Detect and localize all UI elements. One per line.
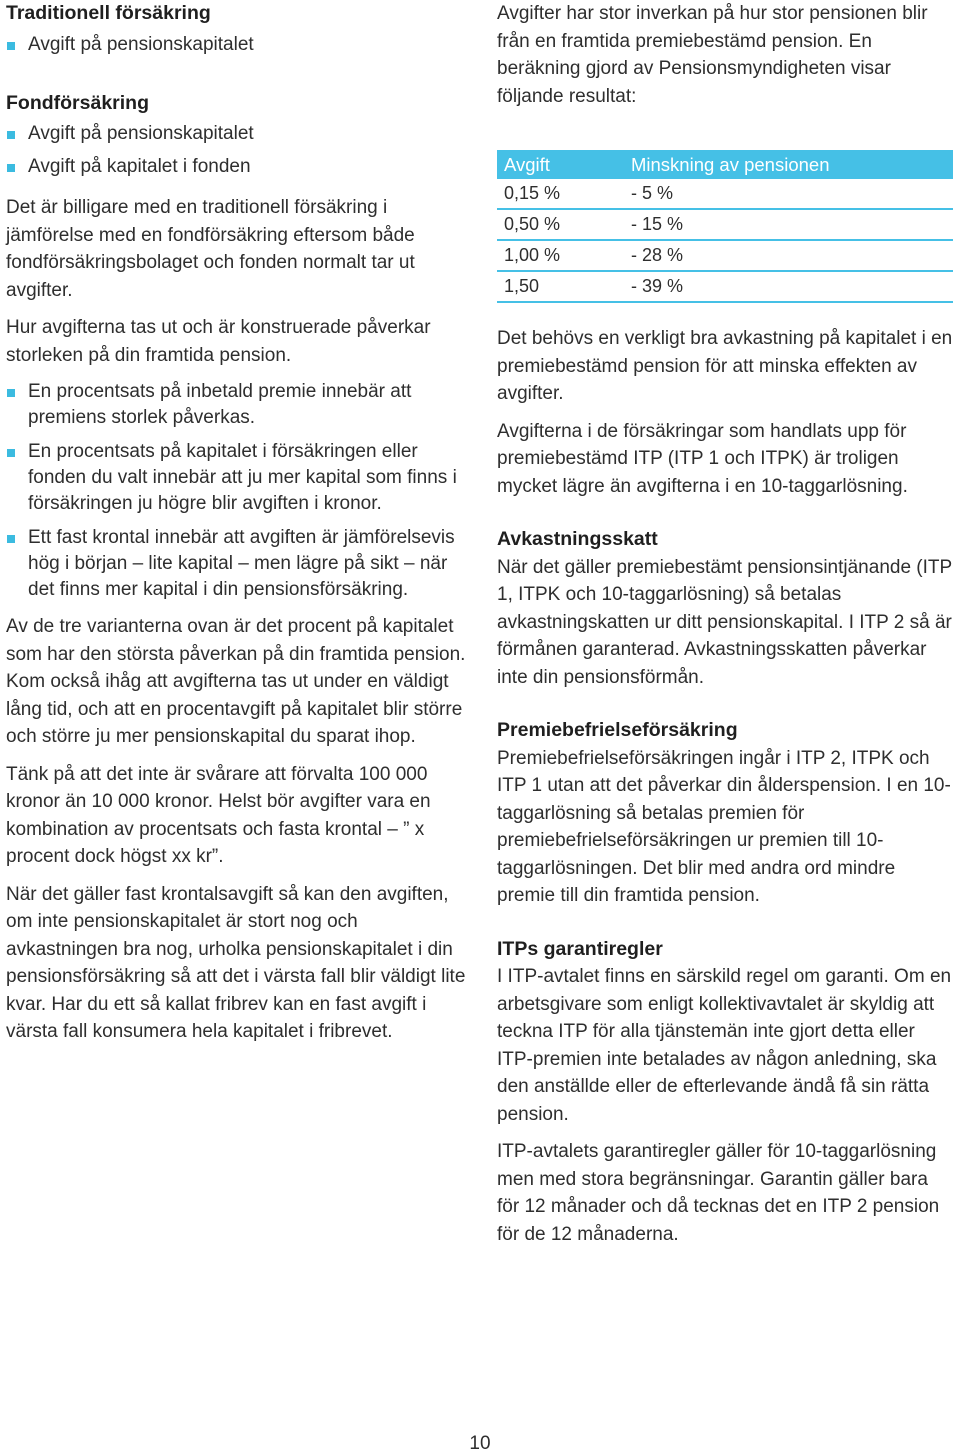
table-row <box>497 271 953 302</box>
heading-itps-garantiregler: ITPs garantiregler <box>497 937 663 960</box>
intro-paragraph: Avgifter har stor inverkan på hur stor pensionen blir från en framtida premiebestämd pension. En beräkning gjord av Pensionsmyndigheten visar följande resultat: <box>497 3 928 107</box>
list-item: Avgift på pensionskapitalet <box>6 32 468 58</box>
fee-type-bullets <box>6 379 468 603</box>
bullet-square-icon <box>7 389 15 397</box>
table-cell: 0,50 % <box>497 209 624 240</box>
heading-fond: Fondförsäkring <box>6 91 150 114</box>
heading-premiebefrielse: Premiebefrielseförsäkring <box>497 719 738 741</box>
fond-bullets <box>6 121 468 180</box>
right-column <box>497 0 955 1258</box>
table-row <box>497 209 953 240</box>
heading-traditionell: Traditionell försäkring <box>6 2 211 24</box>
bullet-square-icon <box>7 131 15 139</box>
paragraph: ITP-avtalets garantiregler gäller för 10-taggarlösning men med stora begränsningar. Garantin gäller bara för 12 månader och då tecknas det en ITP 2 pension för de 12 månaderna. <box>497 1141 940 1245</box>
paragraph: Det behövs en verkligt bra avkastning på kapitalet i en premiebestämd pension för att minska effekten av avgifter. <box>497 328 953 404</box>
table-header-cell: Minskning av pensionen <box>624 150 953 179</box>
table-header-cell: Avgift <box>497 150 624 179</box>
paragraph: När det gäller fast krontalsavgift så kan den avgiften, om inte pensionskapitalet är stort nog och avkastningen bra nog, urholka pensionskapitalet i din pensionsförsäkring så att det i värsta fall blir väldigt lite kvar. Har du ett så kallat fribrev kan en fast avgift i värsta fall konsumera hela kapitalet i fribrevet. <box>6 883 466 1042</box>
paragraph: Av de tre varianterna ovan är det procent på kapitalet som har den största påverkan på din framtida pension. Kom också ihåg att avgifterna tas ut under en väldigt lång tid, och att en procentavgift på kapitalet blir större och större ju mer pensionskapital du sparat ihop. <box>6 616 466 747</box>
bullet-square-icon <box>7 164 15 172</box>
table-cell: 1,50 <box>497 271 624 302</box>
page-number: 10 <box>469 1433 491 1454</box>
table-cell: 1,00 % <box>497 240 624 271</box>
list-item: Avgift på kapitalet i fonden <box>6 154 468 180</box>
paragraph: Tänk på att det inte är svårare att förvalta 100 000 kronor än 10 000 kronor. Helst bör avgifter vara en kombination av procentsats och fasta krontal – ” x procent dock högst xx kr”. <box>6 763 431 867</box>
bullet-square-icon <box>7 449 15 457</box>
table-cell: - 39 % <box>624 271 953 302</box>
list-item: En procentsats på inbetald premie innebär att premiens storlek påverkas. <box>6 379 468 431</box>
table-cell: - 28 % <box>624 240 953 271</box>
table-cell: - 5 % <box>624 179 953 209</box>
traditionell-bullets <box>6 32 468 58</box>
table-row <box>497 179 953 209</box>
paragraph: Hur avgifterna tas ut och är konstruerade påverkar storleken på din framtida pension. <box>6 317 431 366</box>
table-row <box>497 240 953 271</box>
list-item: Avgift på pensionskapitalet <box>6 121 468 147</box>
table-cell: - 15 % <box>624 209 953 240</box>
list-item: Ett fast krontal innebär att avgiften är jämförelsevis hög i början – lite kapital – men lägre på sikt – när det finns mer kapital i din pensionsförsäkring. <box>6 525 468 603</box>
paragraph: När det gäller premiebestämt pensionsintjänande (ITP 1, ITPK och 10-taggarlösning) så betalas avkastningskatten ur ditt pensionskapital. I ITP 2 så är förmånen garanterad. Avkastningsskatten påverkar inte din pensionsförmån. <box>497 556 952 688</box>
table-header-row <box>497 150 953 179</box>
list-item: En procentsats på kapitalet i försäkringen eller fonden du valt innebär att ju mer kapital som finns i försäkringen ju högre blir avgiften i kronor. <box>6 439 468 517</box>
left-column <box>6 0 468 1056</box>
bullet-square-icon <box>7 42 15 50</box>
paragraph: Det är billigare med en traditionell försäkring i jämförelse med en fondförsäkring eftersom både fondförsäkringsbolaget och fonden normalt tar ut avgifter. <box>6 197 415 301</box>
fee-table <box>497 150 953 303</box>
paragraph: Premiebefrielseförsäkringen ingår i ITP 2, ITPK och ITP 1 utan att det påverkar din ålderspension. I en 10-taggarlösning så betalas premien för premiebefrielseförsäkringen ur premien till 10-taggarlösningen. Det blir med andra ord mindre premie till din framtida pension. <box>497 747 951 906</box>
paragraph: I ITP-avtalet finns en särskild regel om garanti. Om en arbetsgivare som enligt kollektivavtalet är skyldig att teckna ITP för alla tjänstemän inte gjort detta eller ITP-premien inte betalades av någon anledning, ska den anställde eller de efterlevande ändå få sin rätta pension. <box>497 966 952 1125</box>
bullet-square-icon <box>7 535 15 543</box>
heading-avkastningsskatt: Avkastningsskatt <box>497 528 658 550</box>
paragraph: Avgifterna i de försäkringar som handlats upp för premiebestämd ITP (ITP 1 och ITPK) är troligen mycket lägre än avgifterna i en 10-taggarlösning. <box>497 420 908 497</box>
table-cell: 0,15 % <box>497 179 624 209</box>
